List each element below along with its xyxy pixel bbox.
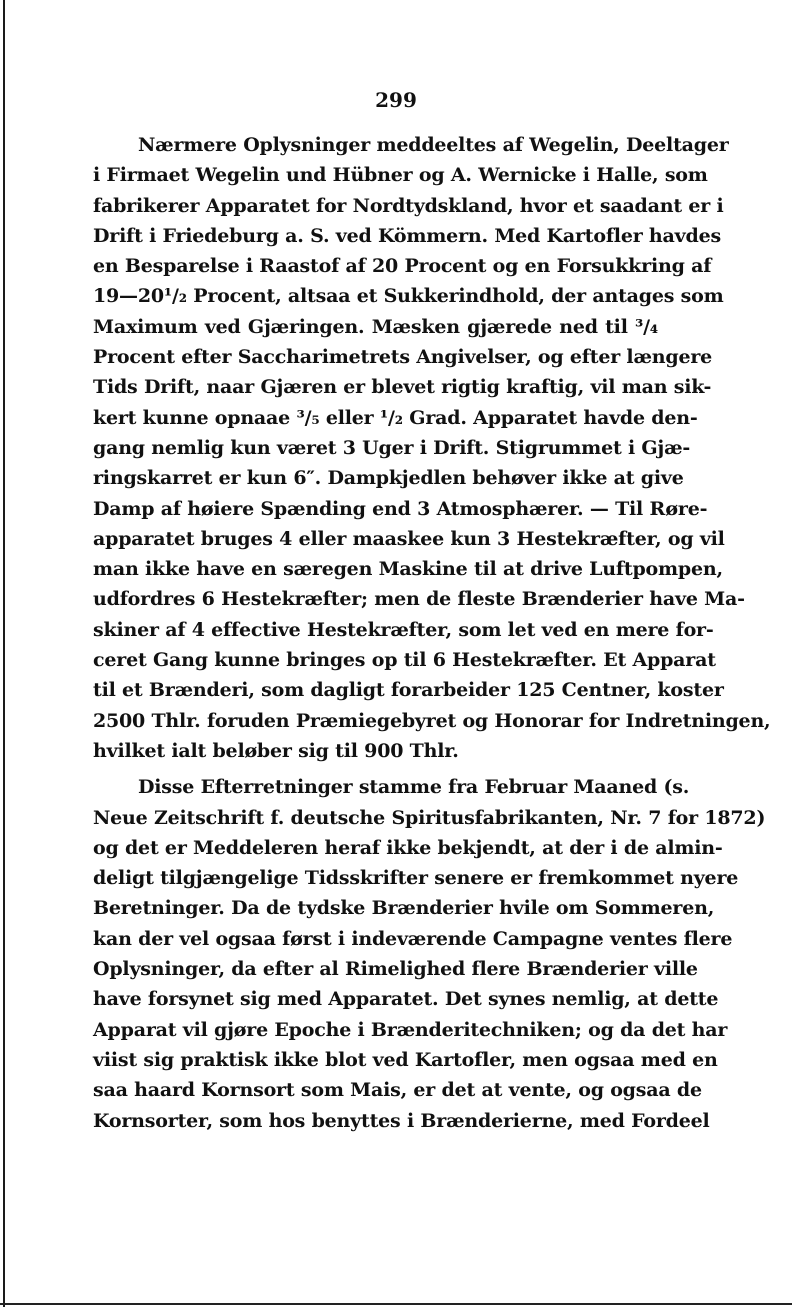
text-line: Neue Zeitschrift f. deutsche Spiritusfabrikanten, Nr. 7 for 1872) [93,806,766,829]
text-line: man ikke have en særegen Maskine til at drive Luftpompen, [93,558,723,581]
text-line: saa haard Kornsort som Mais, er det at vente, og ogsaa de [93,1079,702,1102]
text-line: skiner af 4 effective Hestekræfter, som let ved en mere for- [93,618,714,641]
text-line: Maximum ved Gjæringen. Mæsken gjærede ned til ³/₄ [93,315,658,338]
text-line: deligt tilgjængelige Tidsskrifter senere er fremkommet nyere [93,867,739,890]
text-line: 2500 Thlr. foruden Præmiegebyret og Honorar for Indretningen, [93,709,771,732]
text-line: 19—20¹/₂ Procent, altsaa et Sukkerindhold, der antages som [93,285,724,308]
text-line: Nærmere Oplysninger meddeeltes af Wegelin, Deeltager [138,134,729,156]
text-line: udfordres 6 Hestekræfter; men de fleste Brænderier have Ma- [93,588,745,611]
text-line: apparatet bruges 4 eller maaskee kun 3 Hestekræfter, og vil [93,527,725,550]
text-line: have forsynet sig med Apparatet. Det synes nemlig, at dette [93,988,719,1011]
text-line: og det er Meddeleren heraf ikke bekjendt, at der i de almin- [93,836,723,859]
text-line: viist sig praktisk ikke blot ved Kartofler, men ogsaa med en [93,1048,718,1071]
text-line: ringskarret er kun 6″. Dampkjedlen behøver ikke at give [93,467,684,490]
text-line: Oplysninger, da efter al Rimelighed flere Brænderier ville [93,958,698,981]
page-number: 299 [375,88,417,112]
text-line: Procent efter Saccharimetrets Angivelser, og efter længere [93,346,713,369]
text-line: kert kunne opnaae ³/₅ eller ¹/₂ Grad. Apparatet havde den- [93,406,698,429]
text-line: kan der vel ogsaa først i indeværende Campagne ventes flere [93,927,733,950]
text-line: fabrikerer Apparatet for Nordtydskland, hvor et saadant er i [93,194,724,217]
text-line: Disse Efterretninger stamme fra Februar Maaned (s. [138,776,690,799]
paragraph [93,772,766,1136]
text-line: Tids Drift, naar Gjæren er blevet rigtig kraftig, vil man sik- [93,376,712,399]
text-line: Drift i Friedeburg a. S. ved Kömmern. Med Kartofler havdes [93,224,721,247]
text-line: en Besparelse i Raastof af 20 Procent og en Forsukkring af [93,255,712,278]
paragraph [93,130,771,766]
text-line: ceret Gang kunne bringes op til 6 Hestekræfter. Et Apparat [93,649,716,672]
text-line: Kornsorter, som hos benyttes i Brænderierne, med Fordeel [93,1109,710,1132]
text-line: til et Brænderi, som dagligt forarbeider 125 Centner, koster [93,679,724,702]
text-line: Apparat vil gjøre Epoche i Brænderitechniken; og da det har [93,1018,728,1041]
text-line: i Firmaet Wegelin und Hübner og A. Wernicke i Halle, som [93,164,708,187]
page-edge-left [3,0,5,1307]
body-text [93,130,771,1136]
page-edge-bottom [0,1303,792,1305]
text-line: Beretninger. Da de tydske Brænderier hvile om Sommeren, [93,897,715,920]
text-line: Damp af høiere Spænding end 3 Atmosphærer. — Til Røre- [93,497,708,520]
text-line: gang nemlig kun været 3 Uger i Drift. Stigrummet i Gjæ- [93,436,691,459]
text-line: hvilket ialt beløber sig til 900 Thlr. [93,739,459,762]
